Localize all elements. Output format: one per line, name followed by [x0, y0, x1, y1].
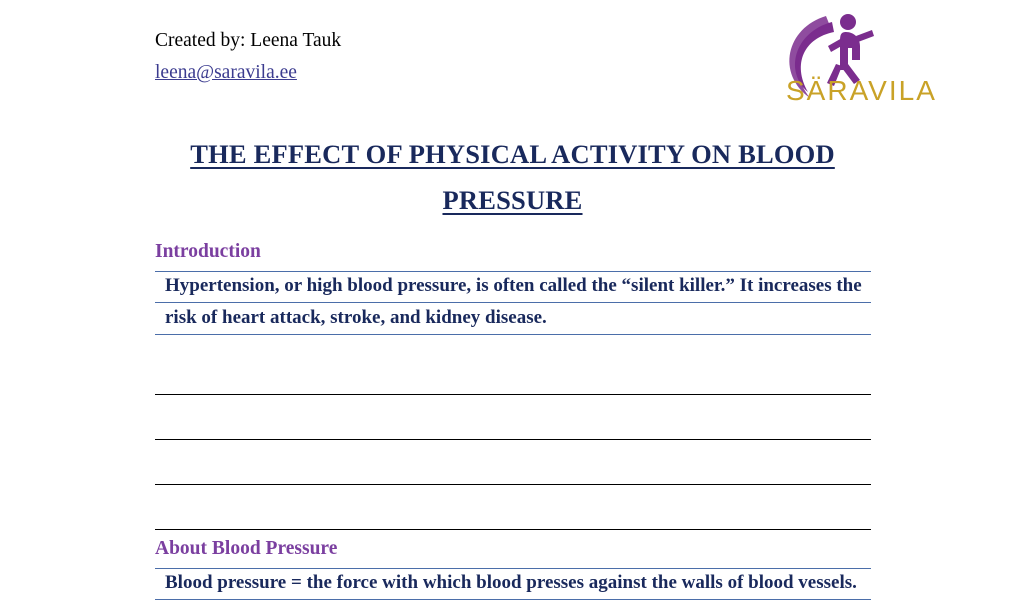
- about-blood-pressure-text-block: [155, 568, 871, 600]
- document-header: [0, 0, 1024, 115]
- section-heading-about-blood-pressure: About Blood Pressure: [155, 538, 338, 559]
- blank-line[interactable]: [155, 440, 871, 485]
- ruled-line: [155, 568, 871, 600]
- author-block: [155, 27, 655, 87]
- blank-line[interactable]: [155, 395, 871, 440]
- author-email-link[interactable]: leena@saravila.ee: [155, 62, 297, 83]
- section-heading-introduction: Introduction: [155, 241, 261, 262]
- ruled-line: [155, 303, 871, 335]
- author-name: Created by: Leena Tauk: [155, 30, 342, 51]
- page-title-line-2: PRESSURE: [442, 185, 583, 215]
- logo-wordmark: SÄRAVILA: [786, 75, 937, 106]
- introduction-line-1: Hypertension, or high blood pressure, is often called the “silent killer.” It increases the: [165, 275, 862, 296]
- saravila-logo: [768, 8, 988, 108]
- blank-line[interactable]: [155, 485, 871, 530]
- blank-writing-lines: [155, 350, 871, 530]
- page-title-line-1: THE EFFECT OF PHYSICAL ACTIVITY ON BLOOD: [190, 139, 835, 169]
- blank-line[interactable]: [155, 350, 871, 395]
- about-line-1: Blood pressure = the force with which blood presses against the walls of blood vessels.: [165, 572, 857, 593]
- introduction-line-2: risk of heart attack, stroke, and kidney disease.: [165, 307, 547, 328]
- ruled-line: [155, 271, 871, 303]
- page-title: [155, 131, 870, 223]
- introduction-text-block: [155, 271, 871, 335]
